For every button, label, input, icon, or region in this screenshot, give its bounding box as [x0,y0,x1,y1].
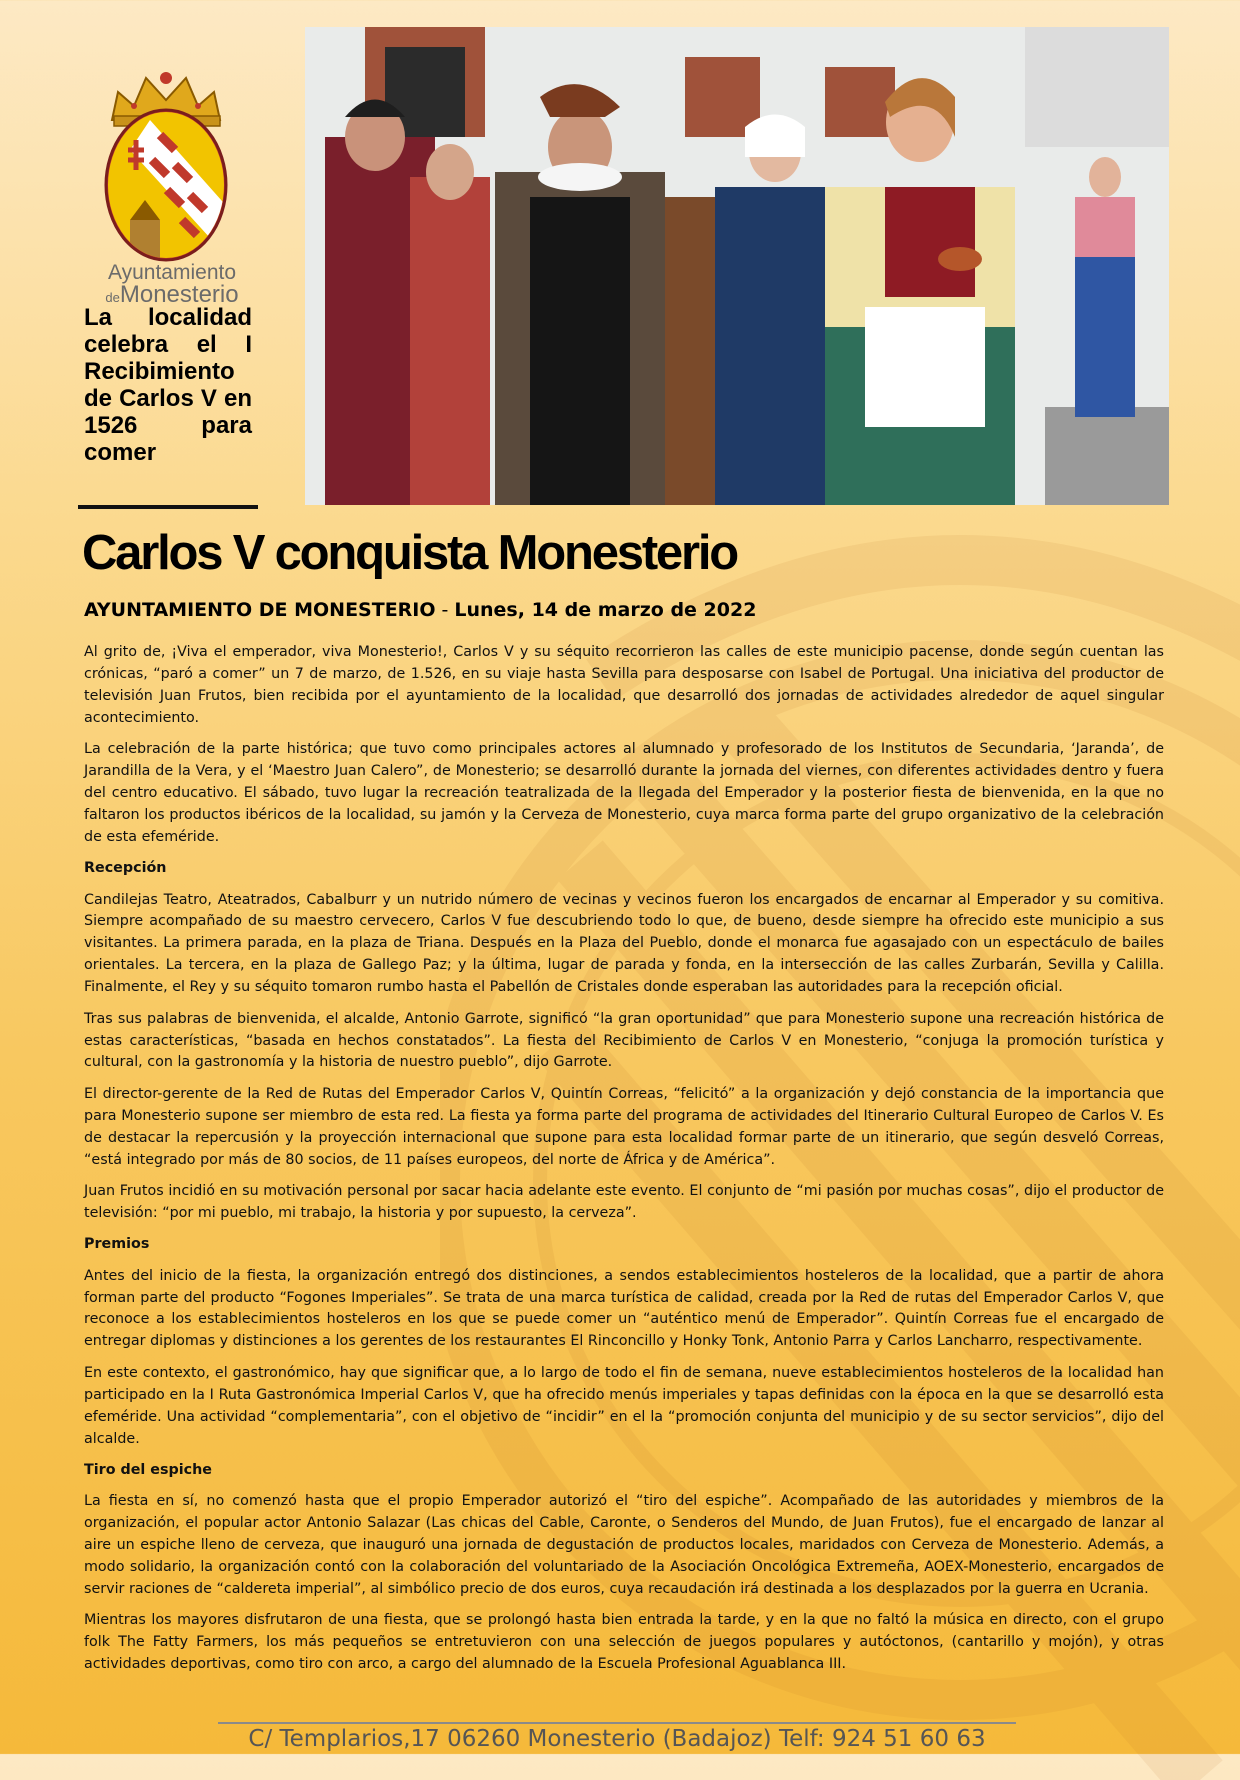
article-paragraph: Mientras los mayores disfrutaron de una fiesta, que se prolongó hasta bien entrada la tarde, y en la que no faltó la música en directo, con el grupo folk The Fatty Farmers, los más pequeños se entretuvieron con una selección de juegos populares y autóctonos, (cantarillo y mojón), y otras actividades deportivas, como tiro con arco, a cargo del alumnado de la Escuela Profesional Aguablanca III. [84,1612,1164,1673]
section-heading-tiro-del-espiche: Tiro del espiche [84,1461,213,1478]
footer-address: C/ Templarios,17 06260 Monesterio (Badajoz) Telf: 924 51 60 63 [248,1726,986,1752]
byline-date: Lunes, 14 de marzo de 2022 [454,599,757,621]
headline: La localidad celebra el I Recibimiento de Carlos V en 1526 para comer [84,304,252,466]
footer-rule [218,1722,1016,1724]
byline [84,599,756,621]
article-paragraph: Al grito de, ¡Viva el emperador, viva Monesterio!, Carlos V y su séquito recorrieron las calles de este municipio pacense, donde según cuentan las crónicas, “paró a comer” un 7 de marzo, de 1.526, en su viaje hasta Sevilla para desposarse con Isabel de Portugal. Una iniciativa del productor de televisión Juan Frutos, bien recibida por el ayuntamiento de la localidad, que desarrolló dos jornadas de actividades alrededor de aquel singular acontecimiento. [84,644,1164,726]
article-paragraph: La celebración de la parte histórica; que tuvo como principales actores al alumnado y profesorado de los Institutos de Secundaria, ‘Jaranda’, de Jarandilla de la Vera, y el ‘Maestro Juan Calero”, de Monesterio; se desarrolló durante la jornada del viernes, con diferentes actividades dentro y fuera del centro educativo. El sábado, tuvo lugar la recreación teatralizada de la llegada del Emperador y la posterior fiesta de bienvenida, en la que no faltaron los productos ibéricos de la localidad, su jamón y la Cerveza de Monesterio, cuya marca forma parte del grupo organizativo de la celebración de esta efeméride. [84,741,1164,845]
headline-rule [78,505,258,509]
article-paragraph: La fiesta en sí, no comenzó hasta que el propio Emperador autorizó el “tiro del espiche”. Acompañado de las autoridades y miembros de la organización, el popular actor Antonio Salazar (Las chicas del Cable, Caronte, o Senderos del Mundo, de Juan Frutos), fue el encargado de lanzar al aire un espiche lleno de cerveza, que inauguró una jornada de degustación de productos locales, maridados con Cerveza de Monesterio. Además, a modo solidario, la organización contó con la colaboración del voluntariado de la Asociación Oncológica Extremeña, AOEX-Monesterio, encargados de servir raciones de “caldereta imperial”, al simbólico precio de dos euros, cuya recaudación irá destinada a los desplazados por la guerra en Ucrania. [84,1493,1164,1597]
article-paragraph: Tras sus palabras de bienvenida, el alcalde, Antonio Garrote, significó “la gran oportunidad” que para Monesterio supone una recreación histórica de estas características, “basada en hechos constatados”. La fiesta del Recibimiento de Carlos V en Monesterio, “conjuga la promoción turística y cultural, con la gastronomía y la historia de nuestro pueblo”, dijo Garrote. [84,1010,1164,1071]
article-paragraph: El director-gerente de la Red de Rutas del Emperador Carlos V, Quintín Correas, “felicitó” a la organización y dejó constancia de la importancia que para Monesterio supone ser miembro de esta red. La fiesta ya forma parte del programa de actividades del Itinerario Cultural Europeo de Carlos V. Es de destacar la repercusión y la proyección internacional que supone para esta localidad formar parte de un itinerario, que según desveló Correas, “está integrado por más de 80 socios, de 11 países europeos, del norte de África y de América”. [84,1085,1164,1168]
logo-line-2-prefix: de [105,290,120,305]
reenactment-photo [305,27,1169,505]
logo-line-2-name: Monesterio [119,281,239,308]
byline-separator: - [441,599,449,621]
article-paragraph: En este contexto, el gastronómico, hay que significar que, a lo largo de todo el fin de semana, nueve establecimientos hosteleros de la localidad han participado en la I Ruta Gastronómica Imperial Carlos V, que ha ofrecido menús imperiales y tapas definidas con la época en la que se desarrolló esta efeméride. Una actividad “complementaria”, con el objetivo de “incidir” en el la “promoción conjunta del municipio y de su sector servicios”, dijo del alcalde. [84,1364,1164,1447]
logo-line-1: Ayuntamiento [107,261,237,284]
section-heading-recepcion: Recepción [84,860,167,877]
logo-text [72,262,272,307]
page-title: Carlos V conquista Monesterio [82,526,738,580]
article-body [84,642,1164,1686]
section-heading-premios: Premios [84,1236,150,1253]
costumed-reenactors-photo [305,27,1169,505]
article-paragraph: Candilejas Teatro, Ateatrados, Cabalburr y un nutrido número de vecinas y vecinos fueron los encargados de encarnar al Emperador y su comitiva. Siempre acompañado de su maestro cervecero, Carlos V fue descubriendo todo lo que, de bueno, desde siempre ha ofrecido este municipio a sus visitantes. La primera parada, en la plaza de Triana. Después en la Plaza del Pueblo, donde el monarca fue agasajado con un espectáculo de bailes orientales. La tercera, en la plaza de Gallego Paz; y la última, lugar de parada y fonda, en la intersección de las calles Zurbarán, Sevilla y Calilla. Finalmente, el Rey y su séquito tomaron rumbo hasta el Pabellón de Cristales donde esperaban las autoridades para la recepción oficial. [84,891,1164,996]
article-paragraph: Antes del inicio de la fiesta, la organización entregó dos distinciones, a sendos establecimientos hosteleros de la localidad, que a partir de ahora forman parte del producto “Fogones Imperiales”. Se trata de una marca turística de calidad, creada por la Red de rutas del Emperador Carlos V, que reconoce a los establecimientos hosteleros en los que se puede comer un “auténtico menú de Emperador”. Quintín Correas fue el encargado de entregar diplomas y distinciones a los gerentes de los restaurantes El Rinconcillo y Honky Tonk, Antonio Parra y Carlos Lancharro, respectivamente. [84,1267,1164,1350]
article-paragraph: Juan Frutos incidió en su motivación personal por sacar hacia adelante este evento. El conjunto de “mi pasión por muchas cosas”, dijo el productor de televisión: “por mi pueblo, mi trabajo, la historia y por supuesto, la cerveza”. [84,1182,1164,1221]
byline-source: AYUNTAMIENTO DE MONESTERIO [84,599,436,621]
